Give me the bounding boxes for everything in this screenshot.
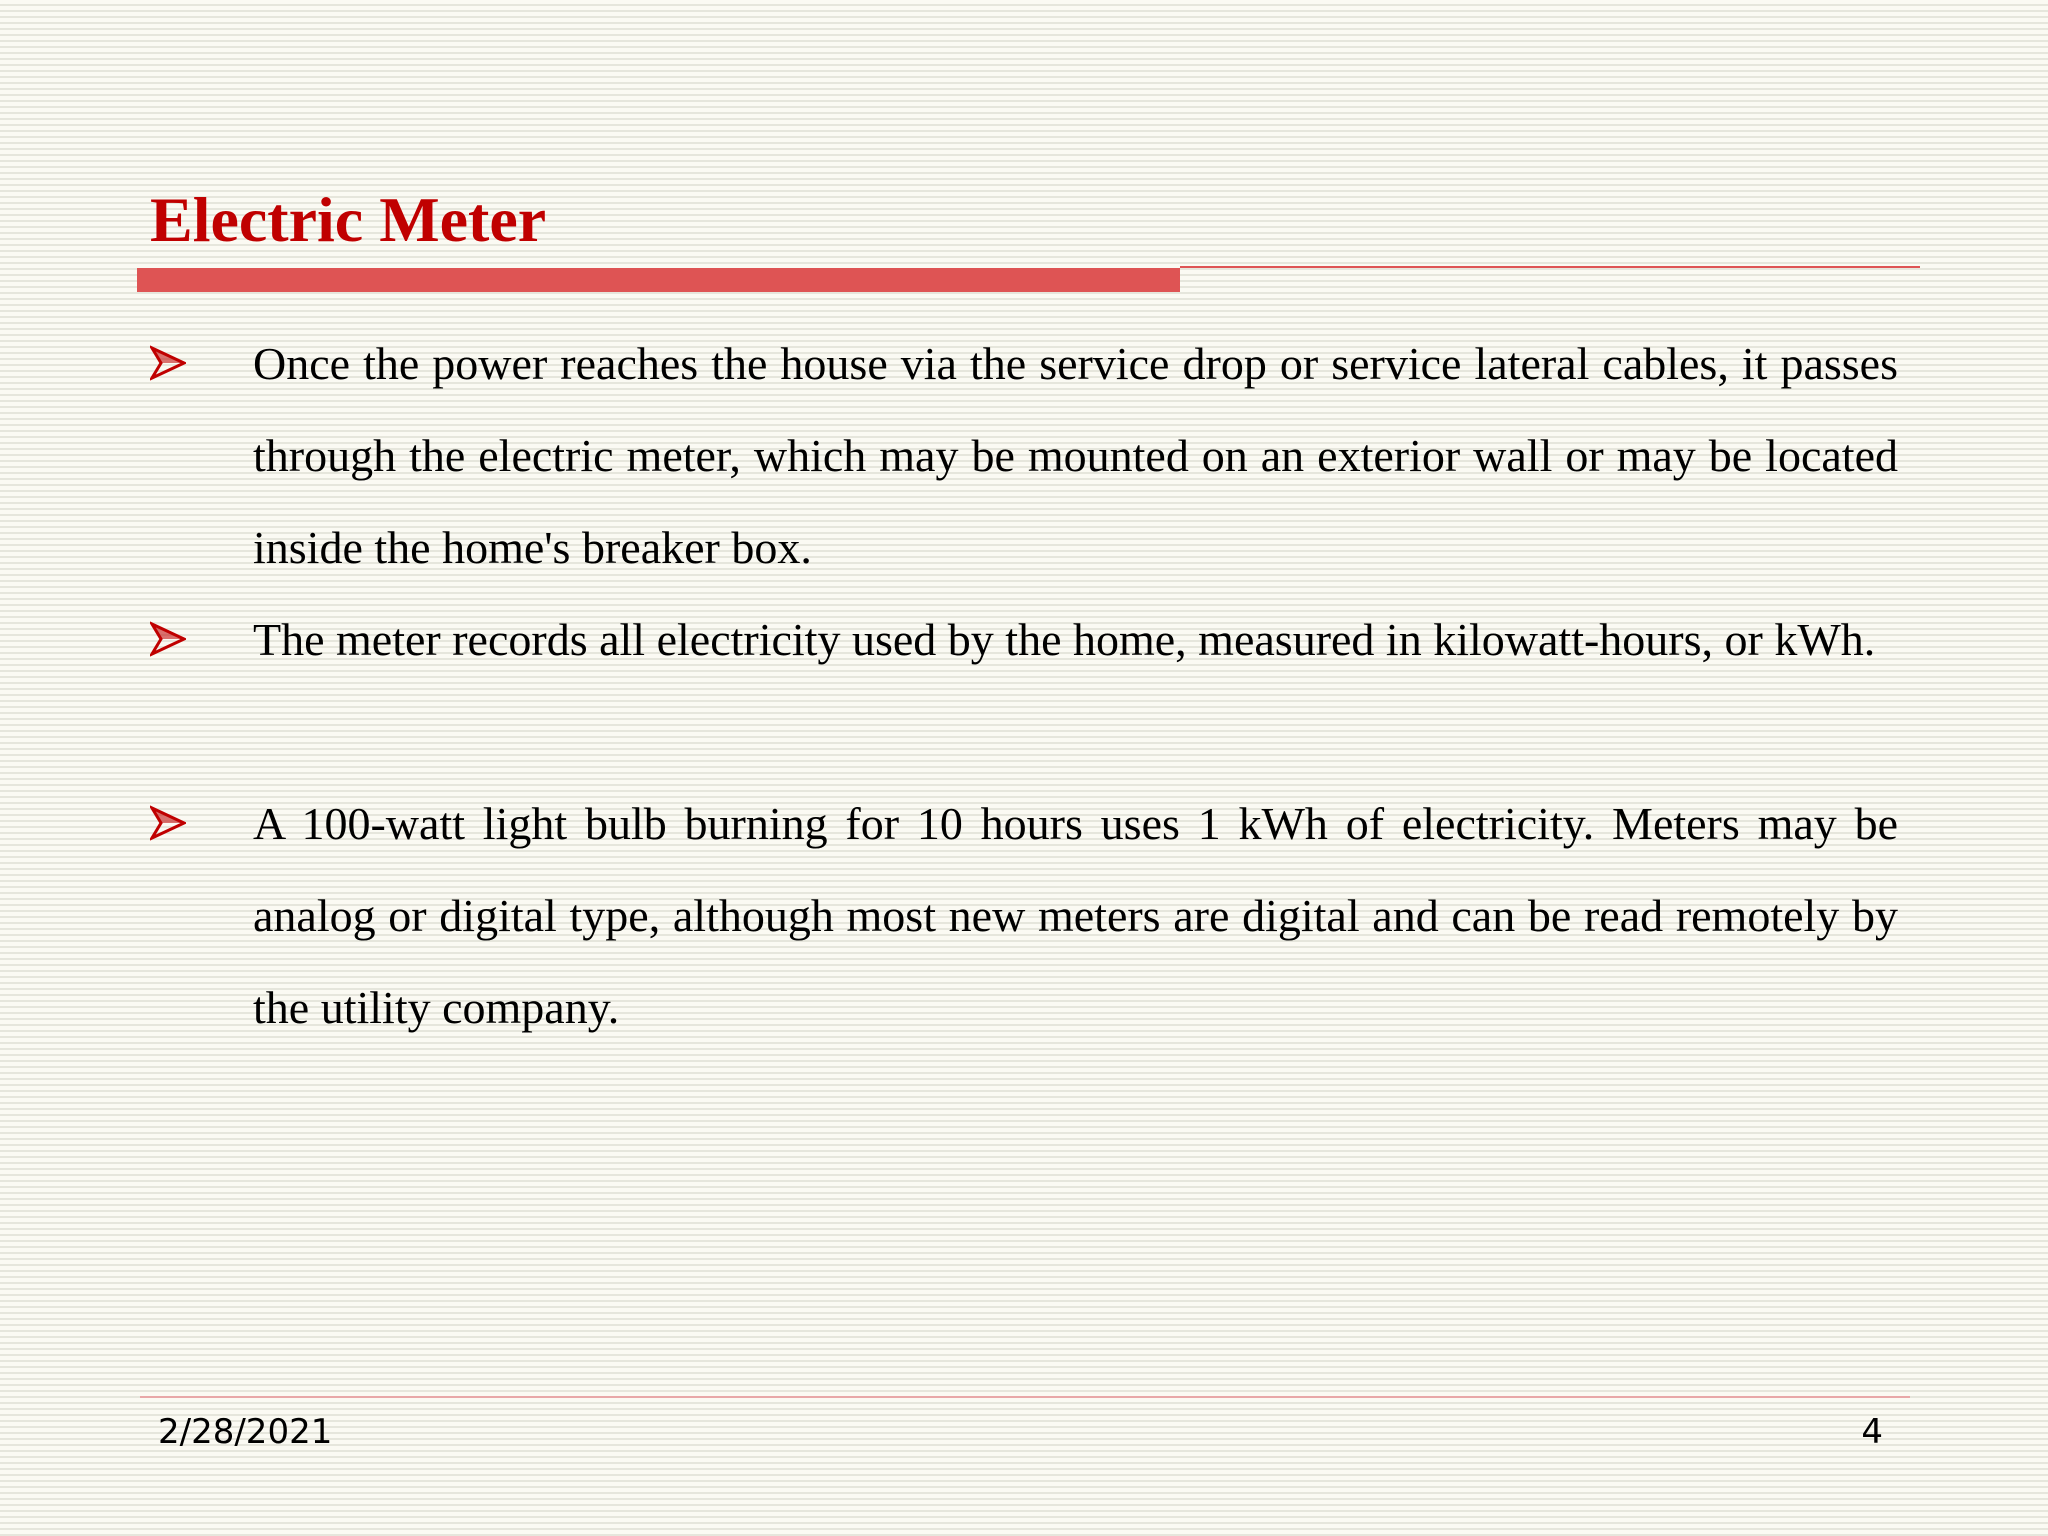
bullet-item-1: Once the power reaches the house via the service drop or service lateral cables, it passes through the electric meter, which may be mounted on an exterior wall or may be located inside the home's breaker box.	[253, 338, 1898, 573]
arrowhead-bullet-icon	[150, 345, 186, 381]
bullet-item-3: A 100-watt light bulb burning for 10 hours uses 1 kWh of electricity. Meters may be analog or digital type, although most new meters are digital and can be read remotely by the utility company.	[253, 798, 1898, 1033]
slide-title: Electric Meter	[150, 184, 547, 255]
footer-date: 2/28/2021	[158, 1412, 333, 1452]
page-number: 4	[1861, 1412, 1883, 1452]
bullet-item-2: The meter records all electricity used by the home, measured in kilowatt-hours, or kWh.	[253, 614, 1876, 665]
footer-divider	[140, 1396, 1910, 1398]
arrowhead-bullet-icon	[150, 805, 186, 841]
arrowhead-bullet-icon	[150, 621, 186, 657]
